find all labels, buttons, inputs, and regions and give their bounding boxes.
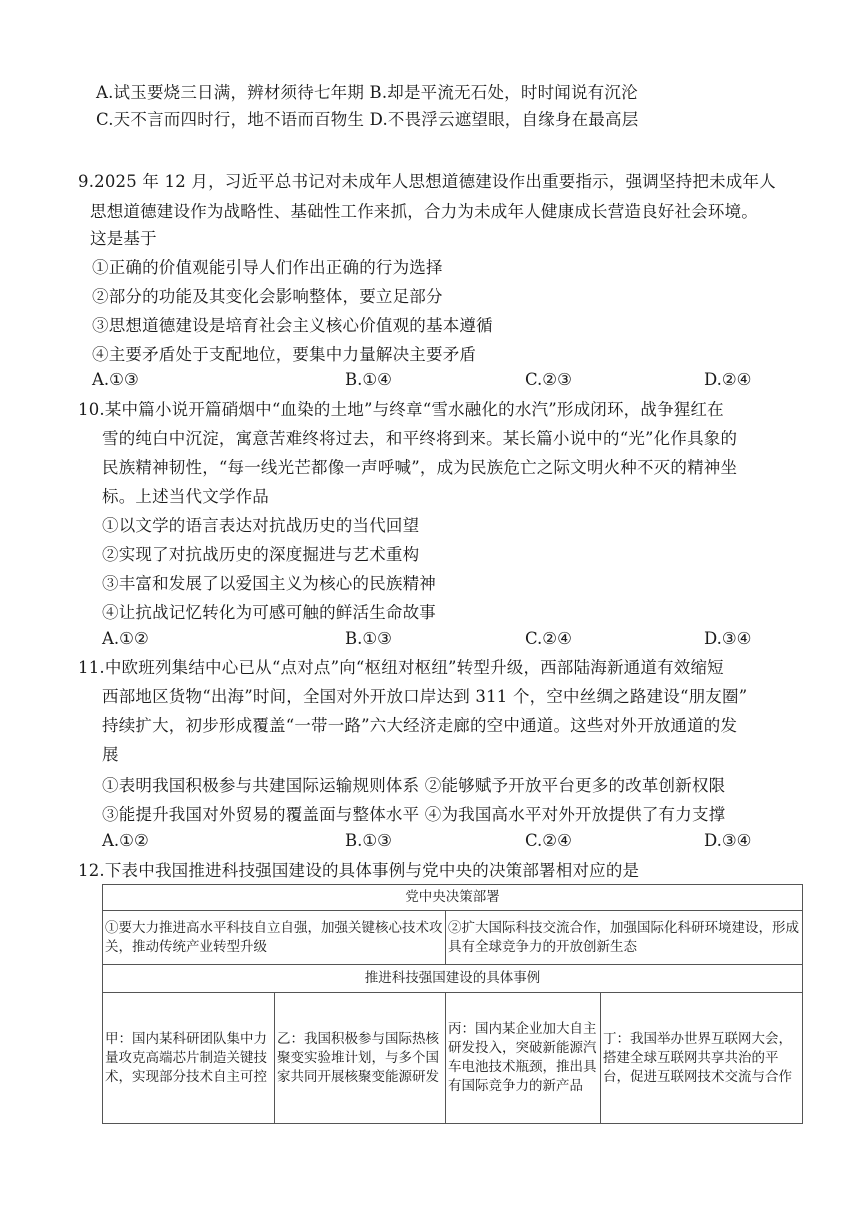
prev-options-line-1: A.试玉要烧三日满，辨材须待七年期 B.却是平流无石处，时时闻说有沉沦 <box>96 83 638 102</box>
q11-stem-line-4: 展 <box>102 745 119 764</box>
q11-stem-line-2: 西部地区货物“出海”时间，全国对外开放口岸达到 311 个，空中丝绸之路建设“朋友圈” <box>102 687 748 706</box>
prev-options-line-2: C.天不言而四时行，地不语而百物生 D.不畏浮云遮望眼，自缘身在最高层 <box>96 110 639 129</box>
q11-option-d: D.③④ <box>704 831 752 850</box>
q11-option-a: A.①② <box>102 831 149 850</box>
q10-stem-line-1: 10.某中篇小说开篇硝烟中“血染的土地”与终章“雪水融化的水汽”形成闭环，战争猩红在 <box>78 400 724 419</box>
q9-option-d: D.②④ <box>704 370 752 389</box>
table-header-row-2 <box>103 965 803 993</box>
q10-stem-line-2: 雪的纯白中沉淀，寓意苦难终将过去，和平终将到来。某长篇小说中的“光”化作具象的 <box>102 429 738 448</box>
q10-option-a: A.①② <box>102 629 149 648</box>
table-header-decisions: 党中央决策部署 <box>103 885 803 911</box>
q9-option-b: B.①④ <box>345 370 392 389</box>
decision-1-cell: ①要大力推进高水平科技自立自强，加强关键核心技术攻关，推动传统产业转型升级 <box>103 911 446 965</box>
q10-item-3: ③丰富和发展了以爱国主义为核心的民族精神 <box>102 574 436 593</box>
q9-option-c: C.②③ <box>525 370 572 389</box>
q9-stem-line-1: 9.2025 年 12 月，习近平总书记对未成年人思想道德建设作出重要指示，强调坚持把未成年人 <box>78 172 776 191</box>
table-header-row-1 <box>103 885 803 911</box>
q9-stem-line-2: 思想道德建设作为战略性、基础性工作来抓，合力为未成年人健康成长营造良好社会环境。 <box>90 202 758 221</box>
q9-item-3: ③思想道德建设是培育社会主义核心价值观的基本遵循 <box>92 316 493 335</box>
q12-stem: 12.下表中我国推进科技强国建设的具体事例与党中央的决策部署相对应的是 <box>78 861 640 880</box>
decision-2-cell: ②扩大国际科技交流合作，加强国际化科研环境建设，形成具有全球竞争力的开放创新生态 <box>446 911 803 965</box>
table-cases-row <box>103 993 803 1124</box>
q9-item-4: ④主要矛盾处于支配地位，要集中力量解决主要矛盾 <box>92 345 477 364</box>
case-jia-cell: 甲：国内某科研团队集中力量攻克高端芯片制造关键技术，实现部分技术自主可控 <box>103 993 275 1124</box>
table-header-cases: 推进科技强国建设的具体事例 <box>103 965 803 993</box>
q10-stem-line-3: 民族精神韧性，“每一线光芒都像一声呼喊”，成为民族危亡之际文明火种不灭的精神坐 <box>102 458 738 477</box>
decision-case-table <box>102 884 803 1124</box>
q11-option-c: C.②④ <box>525 831 572 850</box>
q11-option-b: B.①③ <box>345 831 392 850</box>
q9-item-2: ②部分的功能及其变化会影响整体，要立足部分 <box>92 287 443 306</box>
q10-option-b: B.①③ <box>345 629 392 648</box>
q10-option-d: D.③④ <box>704 629 752 648</box>
q11-stem-line-3: 持续扩大，初步形成覆盖“一带一路”六大经济走廊的空中通道。这些对外开放通道的发 <box>102 716 738 735</box>
q11-item-row-1: ①表明我国积极参与共建国际运输规则体系 ②能够赋予开放平台更多的改革创新权限 <box>102 776 726 795</box>
case-ding-cell: 丁：我国举办世界互联网大会，搭建全球互联网共享共治的平台，促进互联网技术交流与合作 <box>601 993 803 1124</box>
q10-option-c: C.②④ <box>525 629 572 648</box>
case-bing-cell: 丙：国内某企业加大自主研发投入，突破新能源汽车电池技术瓶颈，推出具有国际竞争力的新产品 <box>446 993 601 1124</box>
q9-option-a: A.①③ <box>92 370 139 389</box>
q10-item-4: ④让抗战记忆转化为可感可触的鲜活生命故事 <box>102 603 436 622</box>
case-yi-cell: 乙：我国积极参与国际热核聚变实验堆计划，与多个国家共同开展核聚变能源研发 <box>275 993 446 1124</box>
q9-stem-line-3: 这是基于 <box>90 229 157 248</box>
q11-stem-line-1: 11.中欧班列集结中心已从“点对点”向“枢纽对枢纽”转型升级，西部陆海新通道有效缩短 <box>78 658 724 677</box>
q10-item-1: ①以文学的语言表达对抗战历史的当代回望 <box>102 516 420 535</box>
q11-item-row-2: ③能提升我国对外贸易的覆盖面与整体水平 ④为我国高水平对外开放提供了有力支撑 <box>102 805 726 824</box>
table-decisions-row <box>103 911 803 965</box>
q10-stem-line-4: 标。上述当代文学作品 <box>102 487 269 506</box>
q10-item-2: ②实现了对抗战历史的深度掘进与艺术重构 <box>102 545 420 564</box>
q9-item-1: ①正确的价值观能引导人们作出正确的行为选择 <box>92 258 443 277</box>
